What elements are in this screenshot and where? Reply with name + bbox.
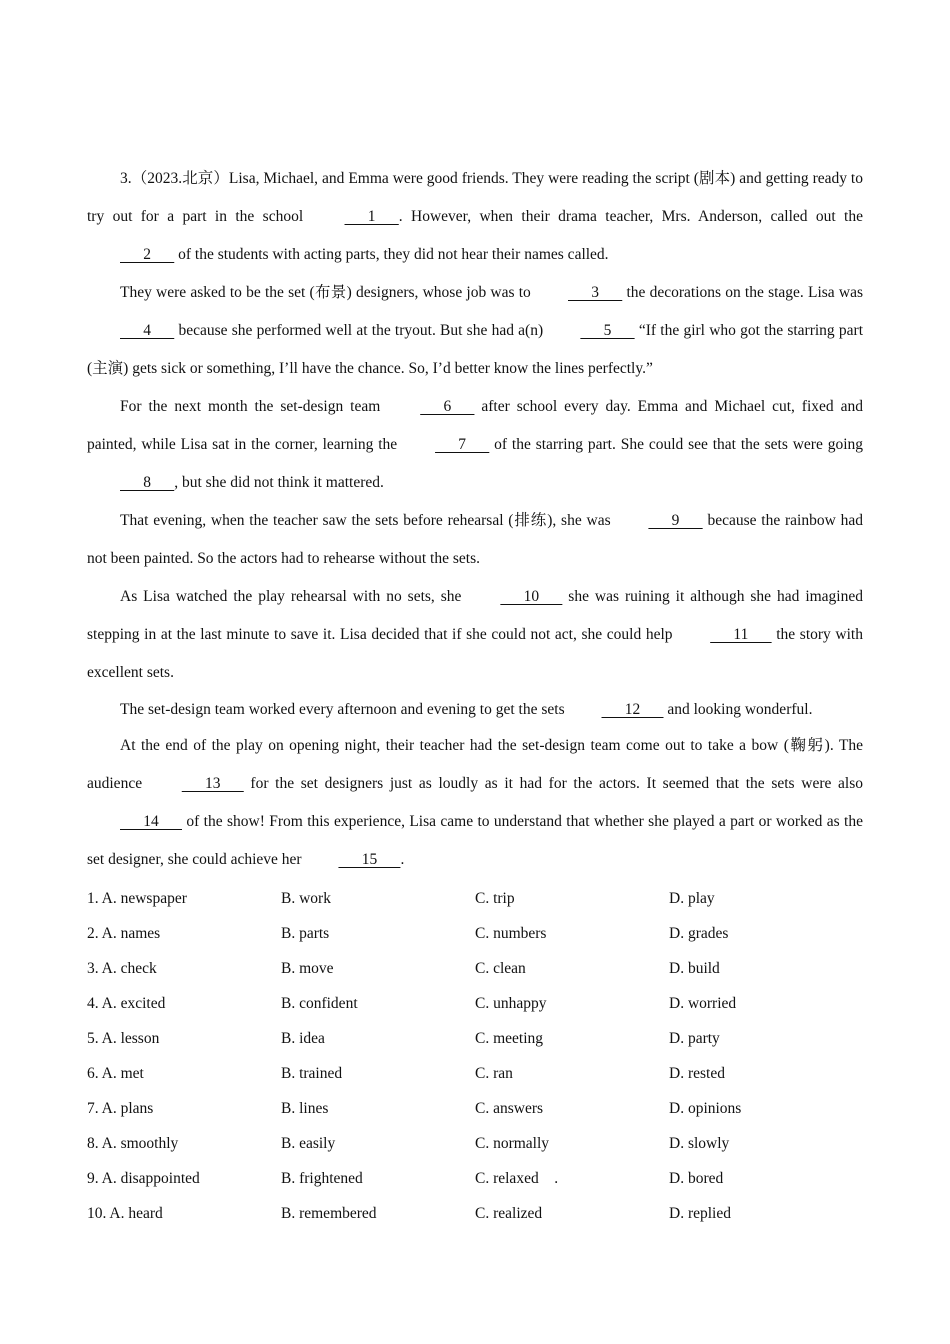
passage-text: of the starring part. She could see that the sets were going bbox=[489, 436, 863, 453]
blank-12: 12 bbox=[601, 701, 664, 718]
passage-text: the decorations on the stage. Lisa was bbox=[622, 284, 863, 301]
option-b: B. frightened bbox=[281, 1169, 363, 1187]
question-row bbox=[87, 1126, 863, 1161]
passage-paragraph-6 bbox=[87, 692, 863, 727]
document-page bbox=[87, 160, 863, 1231]
option-a: 7. A. plans bbox=[87, 1099, 154, 1117]
passage-paragraph-1 bbox=[87, 160, 863, 274]
option-d: D. bored bbox=[669, 1169, 724, 1187]
passage-paragraph-2 bbox=[87, 274, 863, 388]
passage-text: “If the girl who got the starring part (主演) gets sick or something, I’ll have the chance. So, I’d better know the lines perfectly.” bbox=[87, 322, 864, 377]
option-c: C. meeting bbox=[475, 1029, 544, 1047]
passage-paragraph-7 bbox=[87, 727, 863, 879]
option-d: D. rested bbox=[669, 1064, 725, 1082]
option-a: 3. A. check bbox=[87, 959, 157, 977]
blank-1: 1 bbox=[344, 208, 399, 225]
option-a: 10. A. heard bbox=[87, 1204, 163, 1222]
question-row bbox=[87, 881, 863, 916]
question-row bbox=[87, 916, 863, 951]
option-c: C. ran bbox=[475, 1064, 513, 1082]
option-a: 8. A. smoothly bbox=[87, 1134, 179, 1152]
blank-2: 2 bbox=[120, 246, 175, 263]
blank-10: 10 bbox=[500, 588, 563, 605]
passage-paragraph-3 bbox=[87, 388, 863, 502]
option-c: C. numbers bbox=[475, 924, 547, 942]
option-d: D. build bbox=[669, 959, 720, 977]
option-a: 1. A. newspaper bbox=[87, 889, 187, 907]
question-row bbox=[87, 951, 863, 986]
answer-options bbox=[87, 881, 863, 1231]
option-b: B. easily bbox=[281, 1134, 336, 1152]
option-b: B. confident bbox=[281, 994, 358, 1012]
option-b: B. idea bbox=[281, 1029, 325, 1047]
option-c: C. answers bbox=[475, 1099, 544, 1117]
option-c: C. realized bbox=[475, 1204, 543, 1222]
blank-8: 8 bbox=[120, 474, 175, 491]
passage-text: the story with excellent sets. bbox=[87, 626, 863, 681]
option-d: D. opinions bbox=[669, 1099, 742, 1117]
passage-text: They were asked to be the set (布景) designers, whose job was to bbox=[120, 284, 535, 301]
option-a: 5. A. lesson bbox=[87, 1029, 160, 1047]
option-d: D. play bbox=[669, 889, 715, 907]
passage-text: for the set designers just as loudly as it had for the actors. It seemed that the sets were also bbox=[243, 775, 863, 792]
blank-13: 13 bbox=[181, 775, 244, 792]
option-c: C. relaxed . bbox=[475, 1169, 559, 1187]
option-b: B. remembered bbox=[281, 1204, 377, 1222]
option-d: D. party bbox=[669, 1029, 720, 1047]
option-b: B. parts bbox=[281, 924, 330, 942]
option-a: 6. A. met bbox=[87, 1064, 144, 1082]
passage-text: As Lisa watched the play rehearsal with no sets, she bbox=[120, 588, 468, 605]
passage-text: 3.（2023.北京）Lisa, Michael, and Emma were good friends. They were reading the script (剧本) and getting ready to try out for a part in the school bbox=[87, 170, 863, 225]
passage-text: At the end of the play on opening night, their teacher had the set-design team come out to take a bow (鞠躬). The audience bbox=[87, 737, 863, 792]
option-c: C. clean bbox=[475, 959, 526, 977]
blank-15: 15 bbox=[338, 851, 401, 868]
option-d: D. worried bbox=[669, 994, 737, 1012]
option-a: 2. A. names bbox=[87, 924, 161, 942]
blank-3: 3 bbox=[568, 284, 623, 301]
option-c: C. unhappy bbox=[475, 994, 547, 1012]
passage-text: That evening, when the teacher saw the sets before rehearsal (排练), she was bbox=[120, 512, 616, 529]
passage-text: , but she did not think it mattered. bbox=[174, 474, 384, 491]
option-a: 9. A. disappointed bbox=[87, 1169, 200, 1187]
question-row bbox=[87, 986, 863, 1021]
blank-14: 14 bbox=[120, 813, 182, 830]
passage-paragraph-4 bbox=[87, 502, 863, 578]
passage-text: and looking wonderful. bbox=[663, 701, 813, 718]
passage-text: . bbox=[400, 851, 405, 868]
passage-text: For the next month the set-design team bbox=[120, 398, 388, 415]
blank-5: 5 bbox=[580, 322, 635, 339]
passage-text: she was ruining it although she had imagined stepping in at the last minute to save it. Lisa decided that if she could not act, she could help bbox=[87, 588, 863, 643]
passage-text: The set-design team worked every afternoon and evening to get the sets bbox=[120, 701, 569, 718]
passage-text: of the students with acting parts, they did not hear their names called. bbox=[174, 246, 609, 263]
option-d: D. replied bbox=[669, 1204, 731, 1222]
passage-text: because she performed well at the tryout. But she had a(n) bbox=[174, 322, 548, 339]
option-b: B. work bbox=[281, 889, 331, 907]
question-row bbox=[87, 1161, 863, 1196]
passage-paragraph-5 bbox=[87, 578, 863, 692]
option-c: C. normally bbox=[475, 1134, 550, 1152]
passage-text: . However, when their drama teacher, Mrs. Anderson, called out the bbox=[398, 208, 863, 225]
option-c: C. trip bbox=[475, 889, 515, 907]
question-row bbox=[87, 1196, 863, 1231]
passage-text: of the show! From this experience, Lisa came to understand that whether she played a part or worked as the set designer, she could achieve her bbox=[87, 813, 863, 868]
passage-text: after school every day. Emma and Michael cut, fixed and painted, while Lisa sat in the corner, learning the bbox=[87, 398, 863, 453]
option-b: B. move bbox=[281, 959, 334, 977]
option-b: B. lines bbox=[281, 1099, 329, 1117]
option-d: D. grades bbox=[669, 924, 729, 942]
passage-text: because the rainbow had not been painted. So the actors had to rehearse without the sets. bbox=[87, 512, 863, 567]
question-row bbox=[87, 1021, 863, 1056]
question-row bbox=[87, 1091, 863, 1126]
option-d: D. slowly bbox=[669, 1134, 730, 1152]
option-a: 4. A. excited bbox=[87, 994, 166, 1012]
blank-4: 4 bbox=[120, 322, 175, 339]
blank-11: 11 bbox=[710, 626, 772, 643]
blank-9: 9 bbox=[648, 512, 703, 529]
option-b: B. trained bbox=[281, 1064, 343, 1082]
blank-6: 6 bbox=[420, 398, 475, 415]
question-row bbox=[87, 1056, 863, 1091]
blank-7: 7 bbox=[435, 436, 490, 453]
